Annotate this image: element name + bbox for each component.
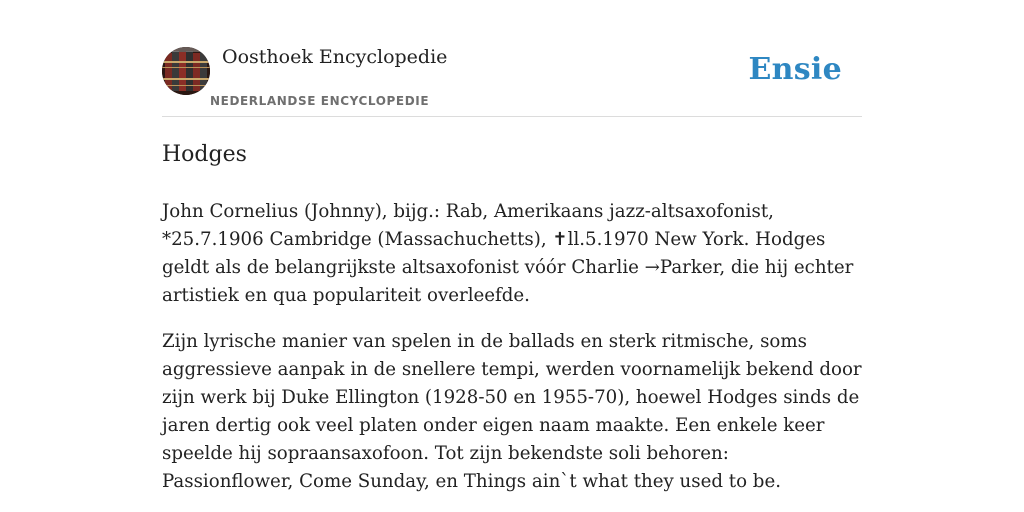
site-header [162,40,862,117]
site-subtitle: NEDERLANDSE ENCYCLOPEDIE [210,94,430,108]
brand-logo[interactable]: Ensie [748,52,842,87]
article-paragraph: John Cornelius (Johnny), bijg.: Rab, Amerikaans jazz-altsaxofonist, *25.7.1906 Cambridge (Massachuchetts), ✝ll.5.1970 New York. Hodges geldt als de belangrijkste altsaxofonist vóór Charlie →Parker, die hij echter artistiek en qua populariteit overleefde. [162,201,854,306]
article-paragraph: Zijn lyrische manier van spelen in de ballads en sterk ritmische, soms aggressieve aanpak in de snellere tempi, werden voornamelijk bekend door zijn werk bij Duke Ellington (1928-50 en 1955-70), hoewel Hodges sinds de jaren dertig ook veel platen onder eigen naam maakte. Een enkele keer speelde hij sopraansaxofoon. Tot zijn bekendste soli behoren: Passionflower, Come Sunday, en Things ain`t what they used to be. [162,331,862,492]
article [162,138,864,512]
encyclopedia-books-icon[interactable] [162,47,210,95]
site-title[interactable]: Oosthoek Encyclopedie [222,46,448,68]
article-title: Hodges [162,142,247,167]
